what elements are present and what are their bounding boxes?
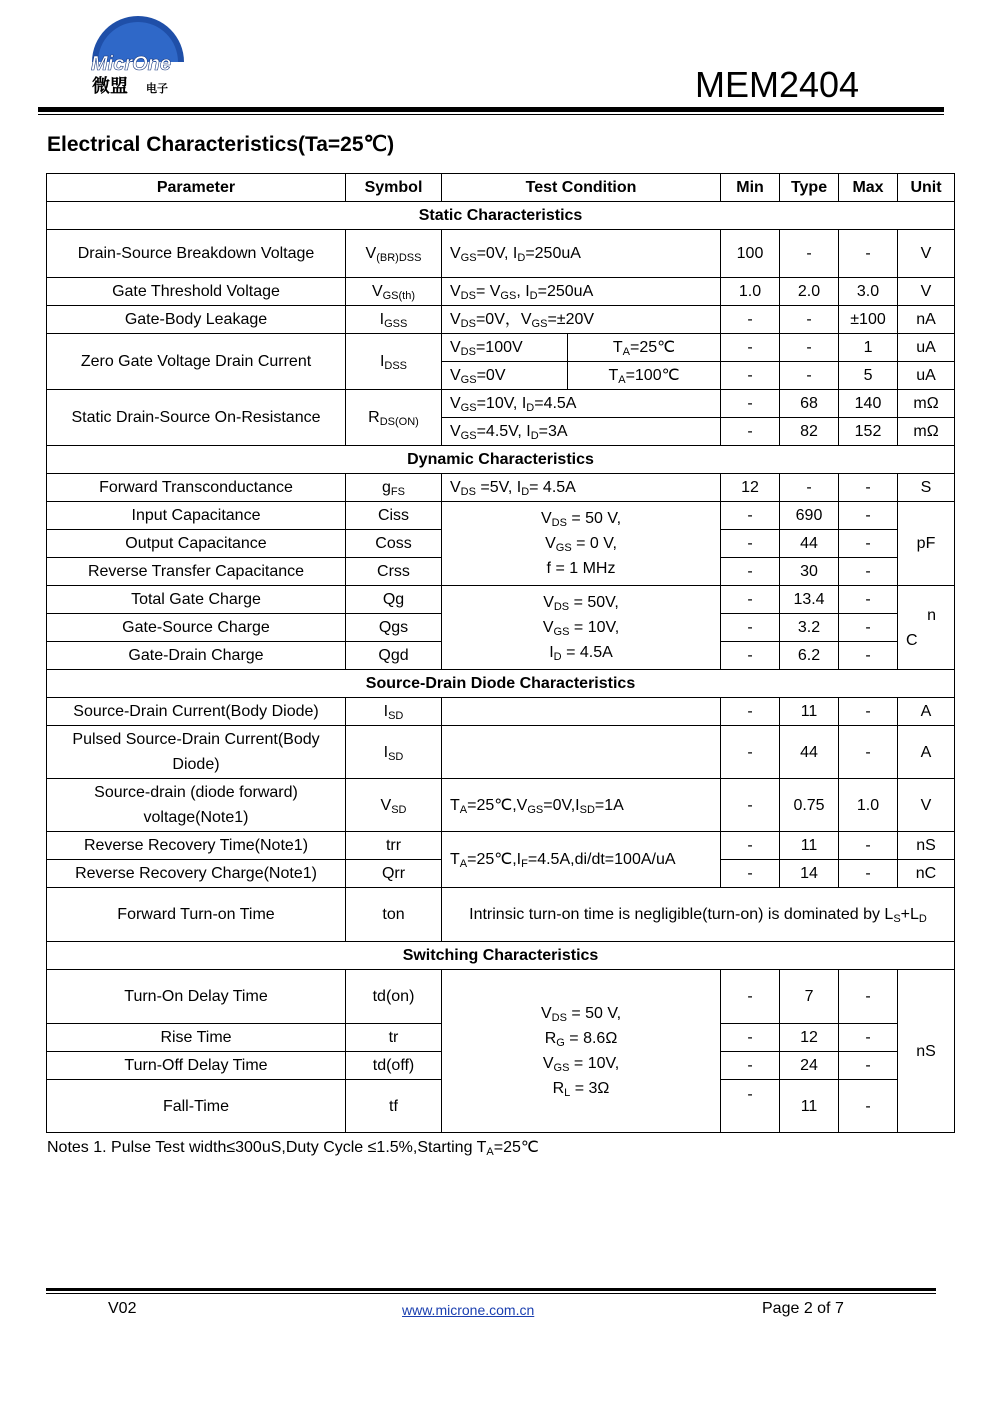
max-cell: - [839, 860, 898, 888]
symbol-cell: Qrr [346, 860, 442, 888]
symbol-cell: tf [346, 1080, 442, 1133]
max-cell: 3.0 [839, 278, 898, 306]
col-header: Test Condition [442, 174, 721, 202]
typ-cell: - [780, 362, 839, 390]
table-row [47, 970, 955, 1024]
symbol-cell: $V_{SD}$ [346, 779, 442, 832]
symbol-cell: Qg [346, 586, 442, 614]
condition-cell: $V_{GS}=0V$ [442, 362, 568, 390]
condition-cell: $V_{DS}=100V$ [442, 334, 568, 362]
typ-cell: 11 [780, 832, 839, 860]
condition-cell: Intrinsic turn-on time is negligible(turn-on) is dominated by $L_S+L_D$ [442, 888, 955, 942]
min-cell: - [721, 334, 780, 362]
unit-cell: pF [898, 502, 955, 586]
condition-cell: $V_{DS} = 50V$, $V_{GS} = 10V$, $I_D = 4.5A$ [442, 586, 721, 670]
version-label: V02 [108, 1300, 137, 1317]
min-cell: - [721, 558, 780, 586]
typ-cell: 30 [780, 558, 839, 586]
typ-cell: - [780, 474, 839, 502]
symbol-cell: Coss [346, 530, 442, 558]
param-cell: Reverse Recovery Time(Note1) [47, 832, 346, 860]
table-row [47, 832, 955, 860]
table-row [47, 698, 955, 726]
condition-cell: $T_A=25℃$ [568, 334, 721, 362]
header-rule-thin [38, 114, 944, 115]
min-cell: - [721, 1024, 780, 1052]
param-cell: Gate-Source Charge [47, 614, 346, 642]
unit-cell: uA [898, 362, 955, 390]
group-title: Switching Characteristics [47, 942, 955, 970]
min-cell: - [721, 779, 780, 832]
typ-cell: 11 [780, 698, 839, 726]
condition-cell: $V_{DS}=0V$，$V_{GS}=\pm 20V$ [442, 306, 721, 334]
group-title: Source-Drain Diode Characteristics [47, 670, 955, 698]
condition-cell: $V_{GS}=4.5V$, $I_D=3A$ [442, 418, 721, 446]
min-cell: - [721, 530, 780, 558]
header-rule-thick [38, 107, 944, 112]
col-header: Min [721, 174, 780, 202]
min-cell: - [721, 362, 780, 390]
param-cell: Input Capacitance [47, 502, 346, 530]
unit-cell: V [898, 779, 955, 832]
max-cell: 1.0 [839, 779, 898, 832]
typ-cell: 68 [780, 390, 839, 418]
max-cell: - [839, 230, 898, 278]
table-row [47, 726, 955, 779]
param-cell: Static Drain-Source On-Resistance [47, 390, 346, 446]
max-cell: ±100 [839, 306, 898, 334]
min-cell: - [721, 614, 780, 642]
min-cell: - [721, 390, 780, 418]
unit-cell: V [898, 278, 955, 306]
max-cell: - [839, 614, 898, 642]
symbol-cell: $R_{DS(ON)}$ [346, 390, 442, 446]
typ-cell: - [780, 306, 839, 334]
param-cell: Drain-Source Breakdown Voltage [47, 230, 346, 278]
condition-cell: $V_{DS} = 50$ V, $R_G = 8.6\Omega$ $V_{GS} = 10V$, $R_L = 3\Omega$ [442, 970, 721, 1133]
footer-rule-thin [46, 1293, 936, 1294]
param-cell: Output Capacitance [47, 530, 346, 558]
symbol-cell: $g_{FS}$ [346, 474, 442, 502]
param-cell: Gate-Body Leakage [47, 306, 346, 334]
symbol-cell: td(on) [346, 970, 442, 1024]
param-cell: Forward Turn-on Time [47, 888, 346, 942]
unit-cell: n C [898, 586, 955, 670]
min-cell: - [721, 726, 780, 779]
condition-cell [442, 726, 721, 779]
min-cell: - [721, 1080, 780, 1133]
param-cell: Source-drain (diode forward) voltage(Note1) [47, 779, 346, 832]
symbol-cell: Qgd [346, 642, 442, 670]
max-cell: - [839, 1080, 898, 1133]
max-cell: - [839, 1024, 898, 1052]
electrical-characteristics-table [46, 173, 955, 1133]
page-number: Page 2 of 7 [762, 1300, 844, 1317]
param-cell: Rise Time [47, 1024, 346, 1052]
typ-cell: 24 [780, 1052, 839, 1080]
col-header: Parameter [47, 174, 346, 202]
unit-cell: S [898, 474, 955, 502]
col-header: Unit [898, 174, 955, 202]
table-row [47, 586, 955, 614]
typ-cell: 11 [780, 1080, 839, 1133]
param-cell: Gate Threshold Voltage [47, 278, 346, 306]
unit-cell: A [898, 726, 955, 779]
symbol-cell: td(off) [346, 1052, 442, 1080]
param-cell: Reverse Transfer Capacitance [47, 558, 346, 586]
param-cell: Turn-On Delay Time [47, 970, 346, 1024]
table-header-row [47, 174, 955, 202]
section-title: Electrical Characteristics(Ta=25℃) [47, 133, 395, 156]
notes: Notes 1. Pulse Test width≤300uS,Duty Cycle ≤1.5%,Starting $T_A=25℃$ [47, 1139, 539, 1158]
symbol-cell: tr [346, 1024, 442, 1052]
col-header: Symbol [346, 174, 442, 202]
table-row [47, 888, 955, 942]
typ-cell: - [780, 334, 839, 362]
max-cell: - [839, 726, 898, 779]
max-cell: - [839, 586, 898, 614]
condition-cell: $V_{DS} =5V$, $I_D= 4.5A$ [442, 474, 721, 502]
table-row [47, 230, 955, 278]
symbol-cell: Crss [346, 558, 442, 586]
condition-cell: $V_{DS} = 50$ V, $V_{GS} = 0$ V, f = 1 MHz [442, 502, 721, 586]
max-cell: - [839, 642, 898, 670]
unit-cell: mΩ [898, 418, 955, 446]
condition-cell: $V_{GS}=0V$, $I_D=250uA$ [442, 230, 721, 278]
symbol-cell: $V_{(BR)DSS}$ [346, 230, 442, 278]
logo-cn-small: 电子 [146, 82, 168, 95]
min-cell: 100 [721, 230, 780, 278]
typ-cell: 14 [780, 860, 839, 888]
max-cell: 140 [839, 390, 898, 418]
group-title: Static Characteristics [47, 202, 955, 230]
typ-cell: 3.2 [780, 614, 839, 642]
max-cell: 1 [839, 334, 898, 362]
symbol-cell: $I_{GSS}$ [346, 306, 442, 334]
min-cell: - [721, 698, 780, 726]
symbol-cell: ton [346, 888, 442, 942]
param-cell: Gate-Drain Charge [47, 642, 346, 670]
typ-cell: 6.2 [780, 642, 839, 670]
min-cell: 1.0 [721, 278, 780, 306]
symbol-cell: $I_{DSS}$ [346, 334, 442, 390]
max-cell: - [839, 832, 898, 860]
typ-cell: 82 [780, 418, 839, 446]
microne-logo [88, 10, 188, 100]
min-cell: - [721, 970, 780, 1024]
max-cell: - [839, 558, 898, 586]
condition-cell: $V_{DS}= V_{GS}$, $I_D=250uA$ [442, 278, 721, 306]
unit-cell: uA [898, 334, 955, 362]
max-cell: 152 [839, 418, 898, 446]
typ-cell: 44 [780, 530, 839, 558]
min-cell: - [721, 418, 780, 446]
param-cell: Zero Gate Voltage Drain Current [47, 334, 346, 390]
max-cell: - [839, 698, 898, 726]
typ-cell: 690 [780, 502, 839, 530]
typ-cell: 44 [780, 726, 839, 779]
unit-cell: nS [898, 832, 955, 860]
param-cell: Pulsed Source-Drain Current(Body Diode) [47, 726, 346, 779]
table-row [47, 334, 955, 362]
max-cell: - [839, 970, 898, 1024]
website-link[interactable]: www.microne.com.cn [402, 1302, 535, 1318]
max-cell: - [839, 502, 898, 530]
min-cell: - [721, 642, 780, 670]
symbol-cell: trr [346, 832, 442, 860]
param-cell: Forward Transconductance [47, 474, 346, 502]
condition-cell: $T_A=25℃,I_F=4.5A,di/dt=100A/uA$ [442, 832, 721, 888]
typ-cell: 0.75 [780, 779, 839, 832]
typ-cell: - [780, 230, 839, 278]
symbol-cell: Qgs [346, 614, 442, 642]
table-row [47, 502, 955, 530]
condition-cell: $T_A=100℃$ [568, 362, 721, 390]
min-cell: - [721, 586, 780, 614]
param-cell: Total Gate Charge [47, 586, 346, 614]
unit-cell: nS [898, 970, 955, 1133]
part-number: MEM2404 [695, 64, 860, 105]
param-cell: Reverse Recovery Charge(Note1) [47, 860, 346, 888]
min-cell: - [721, 306, 780, 334]
footer-rule-thick [46, 1288, 936, 1291]
max-cell: 5 [839, 362, 898, 390]
condition-cell: $V_{GS}=10V$, $I_D=4.5A$ [442, 390, 721, 418]
typ-cell: 12 [780, 1024, 839, 1052]
col-header: Max [839, 174, 898, 202]
typ-cell: 7 [780, 970, 839, 1024]
table-row [47, 278, 955, 306]
table-row [47, 306, 955, 334]
logo-latin: MicrOne [91, 53, 172, 75]
max-cell: - [839, 530, 898, 558]
unit-cell: mΩ [898, 390, 955, 418]
min-cell: - [721, 832, 780, 860]
condition-cell [442, 698, 721, 726]
symbol-cell: $V_{GS(th)}$ [346, 278, 442, 306]
table-row [47, 779, 955, 832]
typ-cell: 2.0 [780, 278, 839, 306]
col-header: Type [780, 174, 839, 202]
param-cell: Fall-Time [47, 1080, 346, 1133]
unit-cell: nA [898, 306, 955, 334]
unit-cell: A [898, 698, 955, 726]
unit-cell: nC [898, 860, 955, 888]
table-row [47, 474, 955, 502]
unit-cell: V [898, 230, 955, 278]
table-row [47, 390, 955, 418]
logo-cn: 微盟 [92, 76, 128, 97]
min-cell: 12 [721, 474, 780, 502]
param-cell: Turn-Off Delay Time [47, 1052, 346, 1080]
condition-cell: $T_A=25℃,V_{GS}=0V,I_{SD}=1A$ [442, 779, 721, 832]
symbol-cell: $I_{SD}$ [346, 726, 442, 779]
min-cell: - [721, 1052, 780, 1080]
group-title: Dynamic Characteristics [47, 446, 955, 474]
max-cell: - [839, 474, 898, 502]
min-cell: - [721, 502, 780, 530]
min-cell: - [721, 860, 780, 888]
param-cell: Source-Drain Current(Body Diode) [47, 698, 346, 726]
symbol-cell: Ciss [346, 502, 442, 530]
symbol-cell: $I_{SD}$ [346, 698, 442, 726]
max-cell: - [839, 1052, 898, 1080]
typ-cell: 13.4 [780, 586, 839, 614]
